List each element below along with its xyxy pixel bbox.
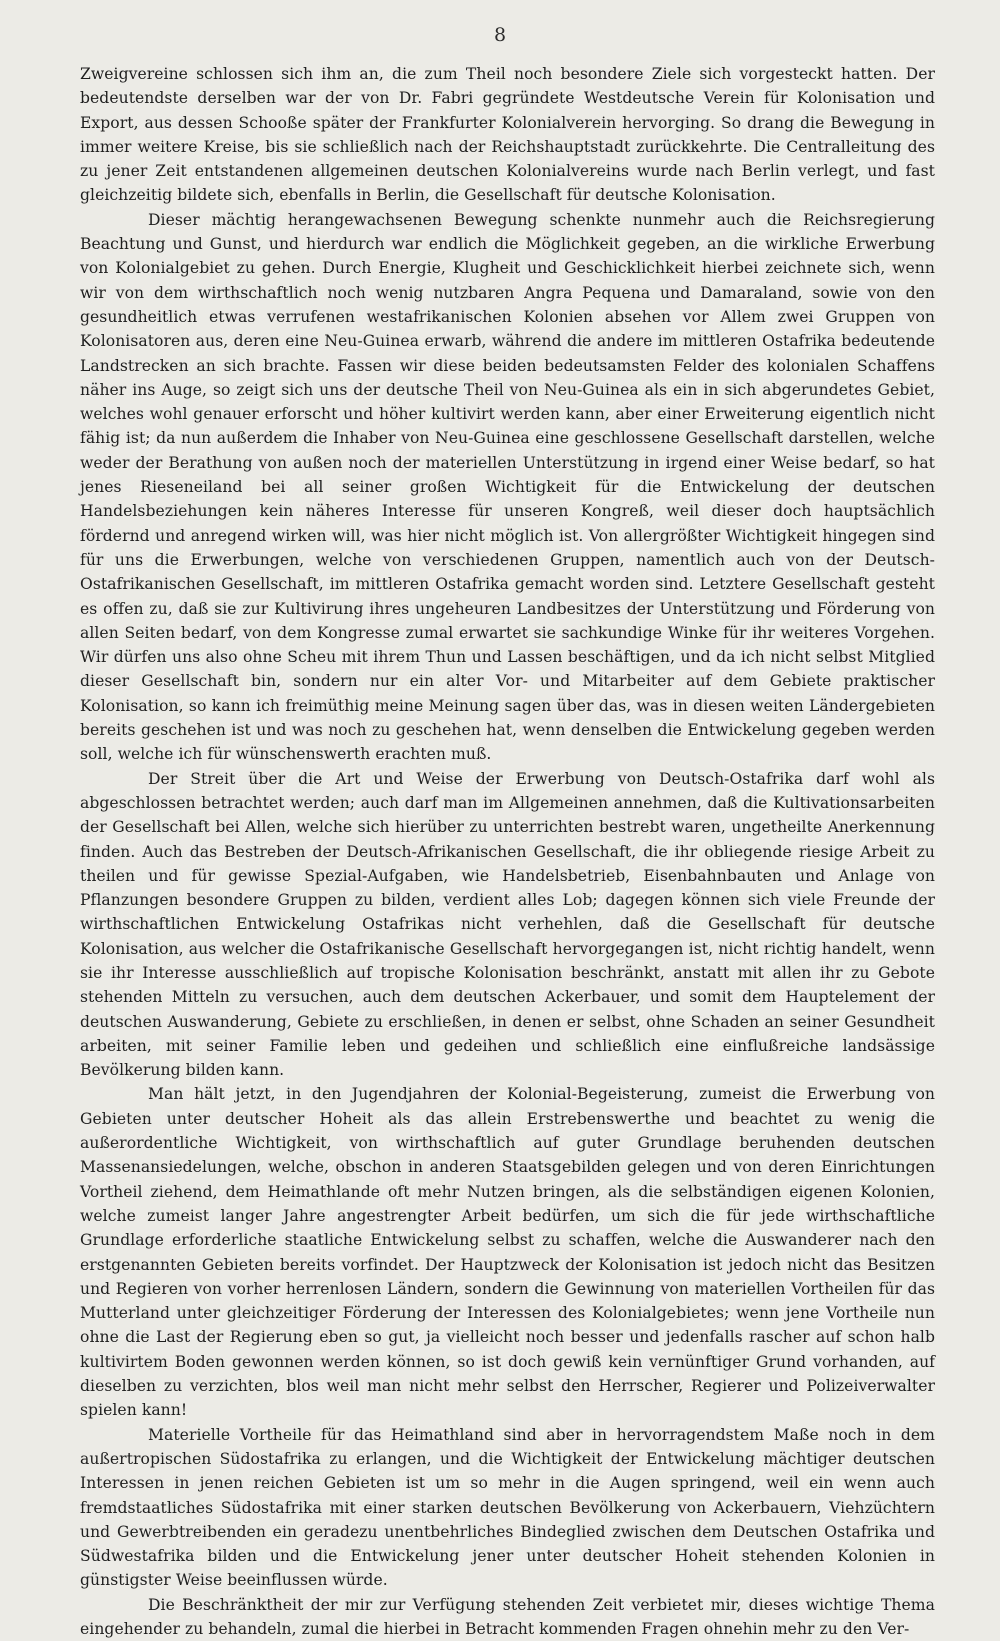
page-number: 8 bbox=[493, 24, 507, 46]
paragraph-1: Zweigvereine schlossen sich ihm an, die zum Theil noch besondere Ziele sich vorgesteckt hatten. Der bedeutendste derselben war der von Dr. Fabri gegründete Westdeutsche Verein für Kolonisation und Export, aus dessen Schooße später der Frankfurter Kolonialverein hervorging. So drang die Bewegung in immer weitere Kreise, bis sie schließlich nach der Reichshauptstadt zurückkehrte. Die Centralleitung des zu jener Zeit entstandenen allgemeinen deutschen Kolonialvereins wurde nach Berlin verlegt, und fast gleichzeitig bildete sich, ebenfalls in Berlin, die Gesellschaft für deutsche Kolonisation. bbox=[80, 65, 935, 205]
body-text bbox=[80, 62, 935, 1641]
paragraph-4: Man hält jetzt, in den Jugendjahren der Kolonial-Begeisterung, zumeist die Erwerbung von Gebieten unter deutscher Hoheit als das allein Erstrebenswerthe und beachtet zu wenig die außerordentliche Wichtigkeit, von wirthschaftlich auf guter Grundlage beruhenden deutschen Massenansiedelungen, welche, obschon in anderen Staatsgebilden gelegen und von deren Einrichtungen Vortheil ziehend, dem Heimathlande oft mehr Nutzen bringen, als die selbständigen eigenen Kolonien, welche zumeist langer Jahre angestrengter Arbeit bedürfen, um sich die für jede wirthschaftliche Grundlage erforderliche staatliche Entwickelung selbst zu schaffen, welche die Auswanderer nach den erstgenannten Gebieten bereits vorfindet. Der Hauptzweck der Kolonisation ist jedoch nicht das Besitzen und Regieren von vorher herrenlosen Ländern, sondern die Gewinnung von materiellen Vortheilen für das Mutterland unter gleichzeitiger Förderung der Interessen des Kolonialgebietes; wenn jene Vortheile nun ohne die Last der Regierung eben so gut, ja vielleicht noch besser und jedenfalls rascher auf schon halb kultivirtem Boden gewonnen werden können, so ist doch gewiß kein vernünftiger Grund vorhanden, auf dieselben zu verzichten, blos weil man nicht mehr selbst den Herrscher, Regierer und Polizeiverwalter spielen kann! bbox=[80, 1085, 935, 1420]
paragraph-5: Materielle Vortheile für das Heimathland sind aber in hervorragendstem Maße noch in dem außertropischen Südostafrika zu erlangen, und die Wichtigkeit der Entwickelung mächtiger deutschen Interessen in jenen reichen Gebieten ist um so mehr in die Augen springend, weil ein wenn auch fremdstaatliches Südostafrika mit einer starken deutschen Bevölkerung von Ackerbauern, Viehzüchtern und Gewerbtreibenden ein geradezu unentbehrliches Bindeglied zwischen dem Deutschen Ostafrika und Südwestafrika bilden und die Entwickelung jener unter deutscher Hoheit stehenden Kolonien in günstigster Weise beeinflussen würde. bbox=[80, 1425, 935, 1590]
paragraph-3: Der Streit über die Art und Weise der Erwerbung von Deutsch-Ostafrika darf wohl als abgeschlossen betrachtet werden; auch darf man im Allgemeinen annehmen, daß die Kultivationsarbeiten der Gesellschaft bei Allen, welche sich hierüber zu unterrichten bestrebt waren, ungetheilte Anerkennung finden. Auch das Bestreben der Deutsch-Afrikanischen Gesellschaft, die ihr obliegende riesige Arbeit zu theilen und für gewisse Spezial-Aufgaben, wie Handelsbetrieb, Eisenbahnbauten und Anlage von Pflanzungen besondere Gruppen zu bilden, verdient alles Lob; dagegen können sich viele Freunde der wirthschaftlichen Entwickelung Ostafrikas nicht verhehlen, daß die Gesellschaft für deutsche Kolonisation, aus welcher die Ostafrikanische Gesellschaft hervorgegangen ist, nicht richtig handelt, wenn sie ihr Interesse ausschließlich auf tropische Kolonisation beschränkt, anstatt mit allen ihr zu Gebote stehenden Mitteln zu versuchen, auch dem deutschen Ackerbauer, und somit dem Hauptelement der deutschen Auswanderung, Gebiete zu erschließen, in denen er selbst, ohne Schaden an seiner Gesundheit arbeiten, mit seiner Familie leben und gedeihen und schließlich eine einflußreiche landsässige Bevölkerung bilden kann. bbox=[80, 769, 935, 1080]
paragraph-6: Die Beschränktheit der mir zur Verfügung stehenden Zeit verbietet mir, dieses wichtige Thema eingehender zu behandeln, zumal die hierbei in Betracht kommenden Fragen ohnehin mehr zu den Ver- bbox=[80, 1595, 935, 1638]
paragraph-2: Dieser mächtig herangewachsenen Bewegung schenkte nunmehr auch die Reichsregierung Beachtung und Gunst, und hierdurch war endlich die Möglichkeit gegeben, an die wirkliche Erwerbung von Kolonialgebiet zu gehen. Durch Energie, Klugheit und Geschicklichkeit hierbei zeichnete sich, wenn wir von dem wirthschaftlich noch wenig nutzbaren Angra Pequena und Damaraland, sowie von den gesundheitlich etwas verrufenen westafrikanischen Kolonien absehen vor Allem zwei Gruppen von Kolonisatoren aus, deren eine Neu-Guinea erwarb, während die andere im mittleren Ostafrika bedeutende Landstrecken an sich brachte. Fassen wir diese beiden bedeutsamsten Felder des kolonialen Schaffens näher ins Auge, so zeigt sich uns der deutsche Theil von Neu-Guinea als ein in sich abgerundetes Gebiet, welches wohl genauer erforscht und höher kultivirt werden kann, aber einer Erweiterung eigentlich nicht fähig ist; da nun außerdem die Inhaber von Neu-Guinea eine geschlossene Gesellschaft darstellen, welche weder der Berathung von außen noch der materiellen Unterstützung in irgend einer Weise bedarf, so hat jenes Rieseneiland bei all seiner großen Wichtigkeit für die Entwickelung der deutschen Handelsbeziehungen kein näheres Interesse für unseren Kongreß, weil dieser doch hauptsächlich fördernd und anregend wirken will, was hier nicht möglich ist. Von allergrößter Wichtigkeit hingegen sind für uns die Erwerbungen, welche von verschiedenen Gruppen, namentlich auch von der Deutsch-Ostafrikanischen Gesellschaft, im mittleren Ostafrika gemacht worden sind. Letztere Gesellschaft gesteht es offen zu, daß sie zur Kultivirung ihres ungeheuren Landbesitzes der Unterstützung und Förderung von allen Seiten bedarf, von dem Kongresse zumal erwartet sie sachkundige Winke für ihr weiteres Vorgehen. Wir dürfen uns also ohne Scheu mit ihrem Thun und Lassen beschäftigen, und da ich nicht selbst Mitglied dieser Gesellschaft bin, sondern nur ein alter Vor- und Mitarbeiter auf dem Gebiete praktischer Kolonisation, so kann ich freimüthig meine Meinung sagen über das, was in diesen weiten Ländergebieten bereits geschehen ist und was noch zu geschehen hat, wenn denselben die Entwickelung gegeben werden soll, welche ich für wünschenswerth erachten muß. bbox=[80, 210, 935, 764]
